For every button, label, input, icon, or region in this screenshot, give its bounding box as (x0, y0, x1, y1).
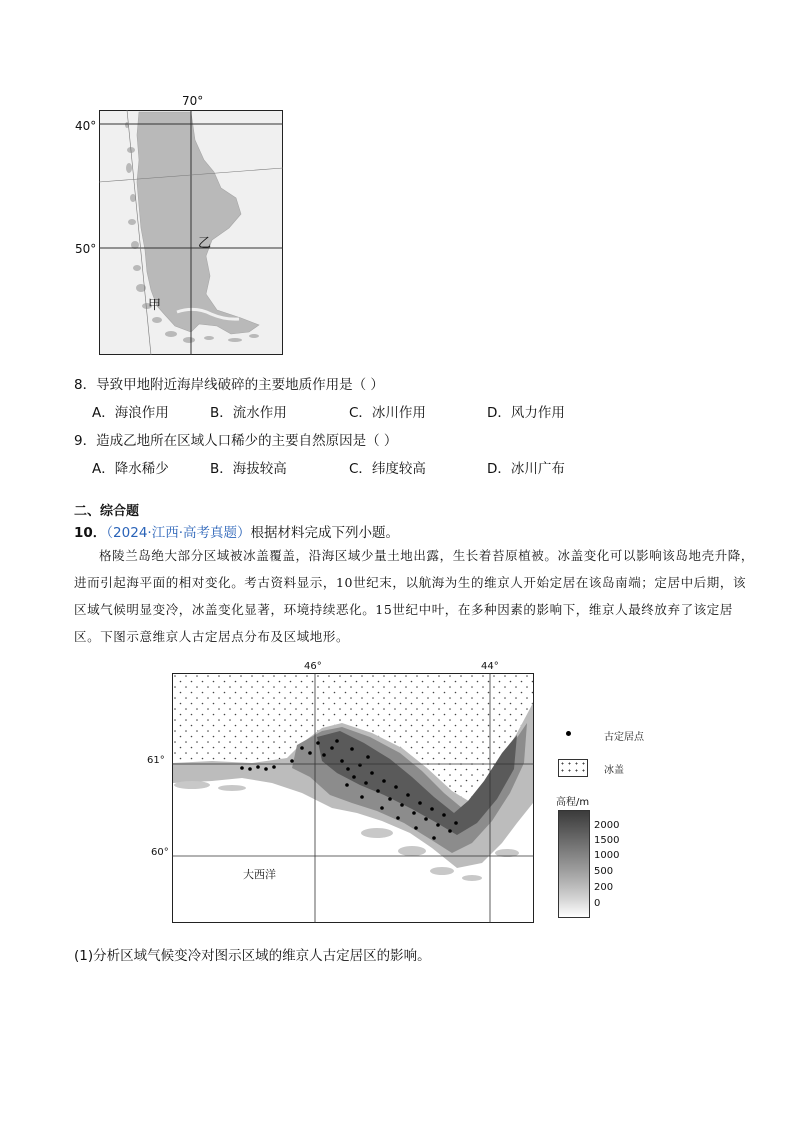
question-9-option-a: A．降水稀少 (92, 461, 169, 477)
map-legend (554, 726, 664, 926)
legend-level-1500: 1500 (594, 835, 620, 846)
legend-ice-swatch (558, 759, 588, 777)
legend-settlement-label: 古定居点 (604, 732, 644, 743)
greenland-map (140, 658, 660, 928)
place-label-jia: 甲 (148, 298, 162, 313)
lon-label-70: 70° (182, 94, 204, 108)
legend-level-0: 0 (594, 898, 601, 909)
ocean-label: 大西洋 (243, 868, 276, 881)
lat-label-61: 61° (147, 755, 165, 766)
question-8-option-d: D．风力作用 (487, 405, 565, 421)
place-label-yi: 乙 (198, 236, 212, 251)
question-8-option-c: C．冰川作用 (349, 405, 426, 421)
question-8-option-b: B．流水作用 (210, 405, 287, 421)
question-8-option-a: A．海浪作用 (92, 405, 169, 421)
lat-label-40: 40° (75, 119, 97, 133)
question-10-material: 格陵兰岛绝大部分区域被冰盖覆盖，沿海区域少量土地出露，生长着苔原植被。冰盖变化可以影响该岛地壳升降，进而引起海平面的相对变化。考古资料显示，10世纪末，以航海为生的维京人开始定居在该岛南端；定居中后期，该区域气候明显变冷，冰盖变化显著，环境持续恶化。15世纪中叶，在多种因素的影响下，维京人最终放弃了该定居区。下图示意维京人古定居点分布及区域地形。 (74, 548, 755, 644)
legend-level-2000: 2000 (594, 820, 620, 831)
legend-elevation-bar (558, 810, 590, 918)
question-9-stem: 9．造成乙地所在区域人口稀少的主要自然原因是（ ） (74, 433, 398, 449)
patagonia-map (72, 92, 292, 362)
legend-elevation-title: 高程/m (556, 797, 590, 808)
legend-level-1000: 1000 (594, 850, 620, 861)
section-title: 二、综合题 (74, 504, 140, 519)
question-9-option-d: D．冰川广布 (487, 461, 565, 477)
question-9-option-b: B．海拔较高 (210, 461, 287, 477)
question-10-header (74, 521, 399, 541)
legend-level-200: 200 (594, 882, 614, 893)
legend-level-500: 500 (594, 866, 614, 877)
lat-label-50: 50° (75, 242, 97, 256)
question-10-number: 10． (74, 525, 107, 541)
lon-label-44: 44° (481, 661, 499, 672)
question-10-stem: 根据材料完成下列小题。 (250, 525, 399, 541)
legend-ice-label: 冰盖 (604, 765, 624, 776)
question-10-source-link[interactable]: （2024·江西·高考真题） (106, 525, 251, 541)
greenland-map-frame (172, 673, 534, 923)
question-9-option-c: C．纬度较高 (349, 461, 426, 477)
lat-label-60: 60° (151, 847, 169, 858)
legend-settlement-symbol (566, 731, 571, 736)
sub-question-1: (1)分析区域气候变冷对图示区域的维京人古定居区的影响。 (74, 948, 431, 964)
question-8-stem: 8．导致甲地附近海岸线破碎的主要地质作用是（ ） (74, 377, 384, 393)
patagonia-map-frame (99, 110, 283, 355)
lon-label-46: 46° (304, 661, 322, 672)
